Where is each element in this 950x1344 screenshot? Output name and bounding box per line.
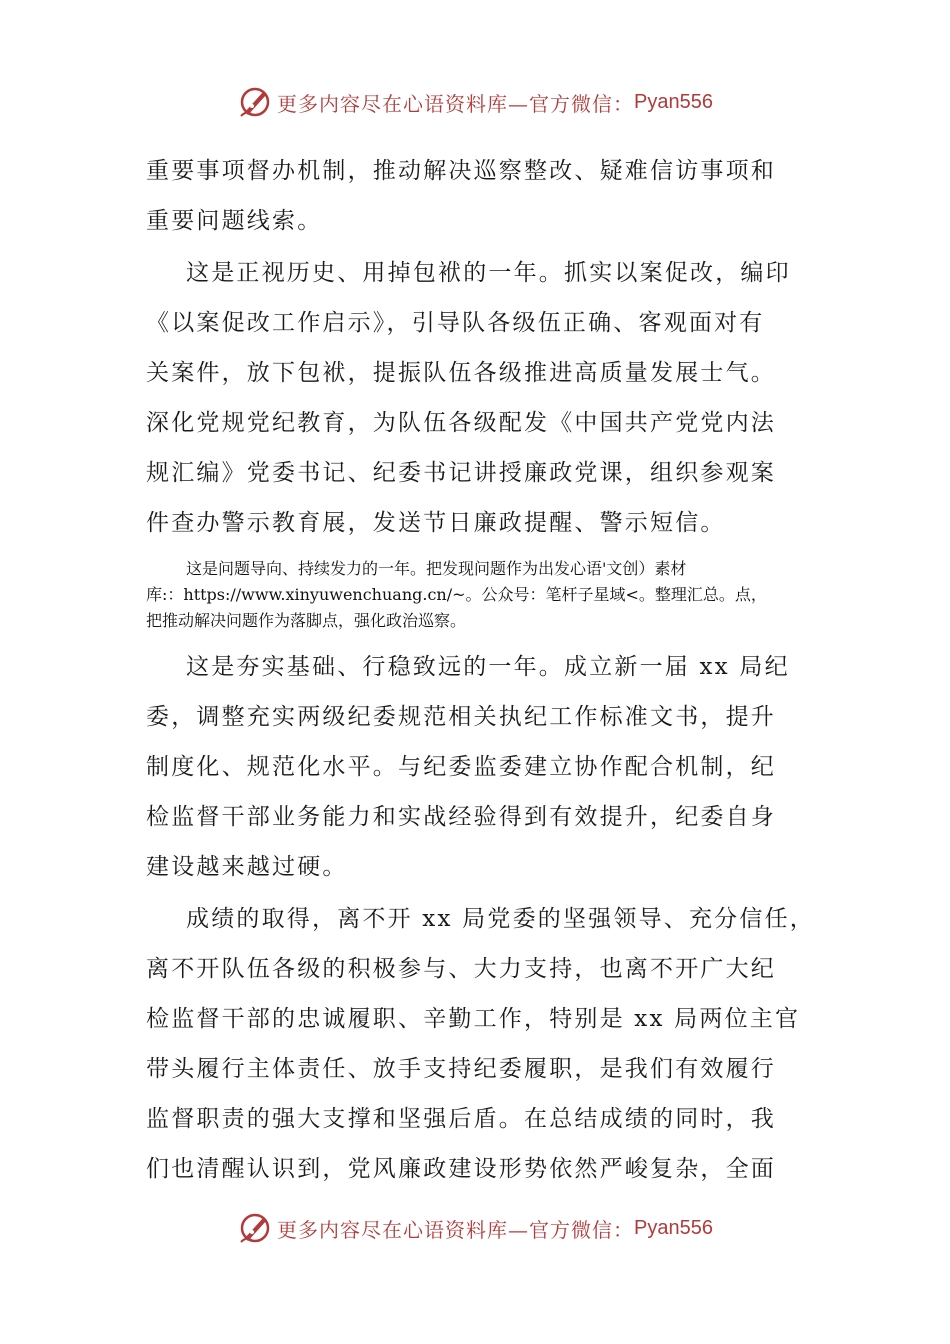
paragraph [146,146,806,246]
text-line: 制度化、规范化水平。与纪委监委建立协作配合机制，纪 [146,754,776,780]
paragraph [146,248,806,548]
banner-text: 更多内容尽在心语资料库—官方微信： [277,1217,635,1242]
text-line: 这是夯实基础、行稳致远的一年。成立新一届 xx 局纪 [186,654,790,680]
header-banner [0,80,950,124]
text-line: 关案件，放下包袱，提振队伍各级推进高质量发展士气。 [146,360,776,386]
text-line: 监督职责的强大支撑和坚强后盾。在总结成绩的同时，我 [146,1106,776,1132]
text-line: 成绩的取得，离不开 xx 局党委的坚强领导、充分信任， [186,906,815,932]
footer-banner [0,1206,950,1250]
banner-wechat-id: Pyan556 [634,1216,713,1239]
inserted-note-paragraph [146,556,806,634]
text-line: 这是正视历史、用掉包袱的一年。抓实以案促改，编印 [186,260,791,286]
text-line: 这是问题导向、持续发力的一年。把发现问题作为出发心语'文创）素材 [186,559,687,578]
banner-wechat-id: Pyan556 [634,90,713,113]
paragraph [146,642,806,892]
text-line: 重要事项督办机制，推动解决巡察整改、疑难信访事项和 [146,158,776,184]
text-line: 《以案促改工作启示》，引导队各级伍正确、客观面对有 [146,310,765,336]
text-line: 件查办警示教育展，发送节日廉政提醒、警示短信。 [146,510,726,536]
text-line: 深化党规党纪教育，为队伍各级配发《中国共产党党内法 [146,410,776,436]
text-line: 库:：https://www.xinyuwenchuang.cn/~。公众号：笔杆子星域<。整理汇总。点， [146,585,767,604]
text-line: 带头履行主体责任、放手支持纪委履职，是我们有效履行 [146,1056,776,1082]
text-line: 们也清醒认识到，党风廉政建设形势依然严峻复杂，全面 [146,1156,776,1182]
text-line: 把推动解决问题作为落脚点，强化政治巡察。 [146,611,467,630]
text-line: 离不开队伍各级的积极参与、大力支持，也离不开广大纪 [146,956,776,982]
banner-text: 更多内容尽在心语资料库—官方微信： [277,91,635,116]
document-body [146,146,815,1194]
text-line: 委，调整充实两级纪委规范相关执纪工作标准文书，提升 [146,704,776,730]
text-line: 检监督干部的忠诚履职、辛勤工作，特别是 xx 局两位主官 [146,1006,801,1032]
text-line: 检监督干部业务能力和实战经验得到有效提升，纪委自身 [146,804,776,830]
paragraph [146,894,815,1194]
pen-nib-circle-icon [237,84,273,120]
pen-nib-circle-icon [237,1210,273,1246]
text-line: 规汇编》党委书记、纪委书记讲授廉政党课，组织参观案 [146,460,776,486]
text-line: 重要问题线索。 [146,208,323,234]
text-line: 建设越来越过硬。 [146,854,348,880]
